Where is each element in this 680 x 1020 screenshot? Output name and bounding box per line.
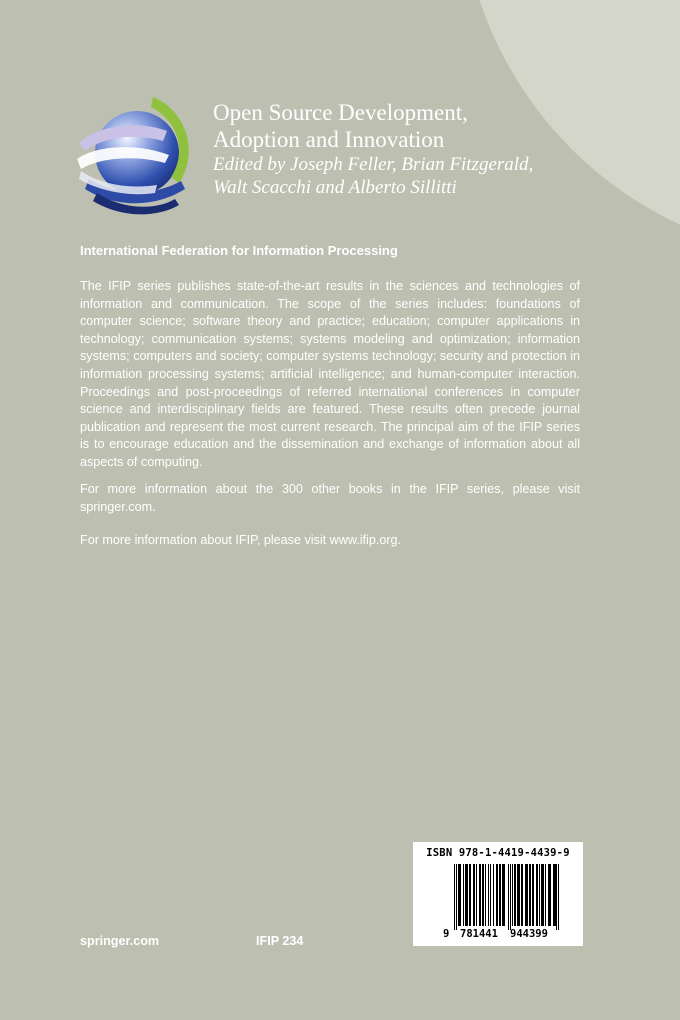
barcode-bars [413, 862, 583, 932]
barcode-digits-left: 781441 [460, 928, 498, 940]
barcode-digit-first: 9 [443, 928, 450, 940]
publisher-footer: springer.com [80, 934, 160, 948]
editors-line-1: Edited by Joseph Feller, Brian Fitzgerald, [213, 154, 534, 175]
cover-title-block [213, 99, 653, 199]
series-number-footer: IFIP 234 [256, 934, 304, 948]
series-description-paragraph: The IFIP series publishes state-of-the-art results in the sciences and technologies of information and communication. The scope of the series includes: foundations of computer science; software theory and practice; education; computer applications in technology; communication systems; systems modeling and optimization; information systems; computers and society; computer systems technology; security and protection in information processing systems; artificial intelligence; and human-computer interaction. Proceedings and post-proceedings of referred international conferences in computer science and interdisciplinary fields are featured. These results often precede journal publication and represent the most current research. The principal aim of the IFIP series is to encourage education and the dissemination and exchange of information about all aspects of computing. [80, 279, 580, 469]
editors-line-2: Walt Scacchi and Alberto Sillitti [213, 177, 457, 198]
ifip-globe-logo-icon [75, 85, 200, 217]
more-books-paragraph: For more information about the 300 other books in the IFIP series, please visit springer.com. [80, 482, 580, 514]
book-title-line-1: Open Source Development, [213, 100, 468, 125]
isbn-label: ISBN 978-1-4419-4439-9 [426, 847, 570, 859]
ifip-info-paragraph: For more information about IFIP, please visit www.ifip.org. [80, 533, 402, 547]
organization-title: International Federation for Information Processing [80, 243, 398, 258]
book-title-line-2: Adoption and Innovation [213, 127, 445, 152]
isbn-barcode-box [413, 842, 583, 946]
barcode-digits-right: 944399 [510, 928, 548, 940]
